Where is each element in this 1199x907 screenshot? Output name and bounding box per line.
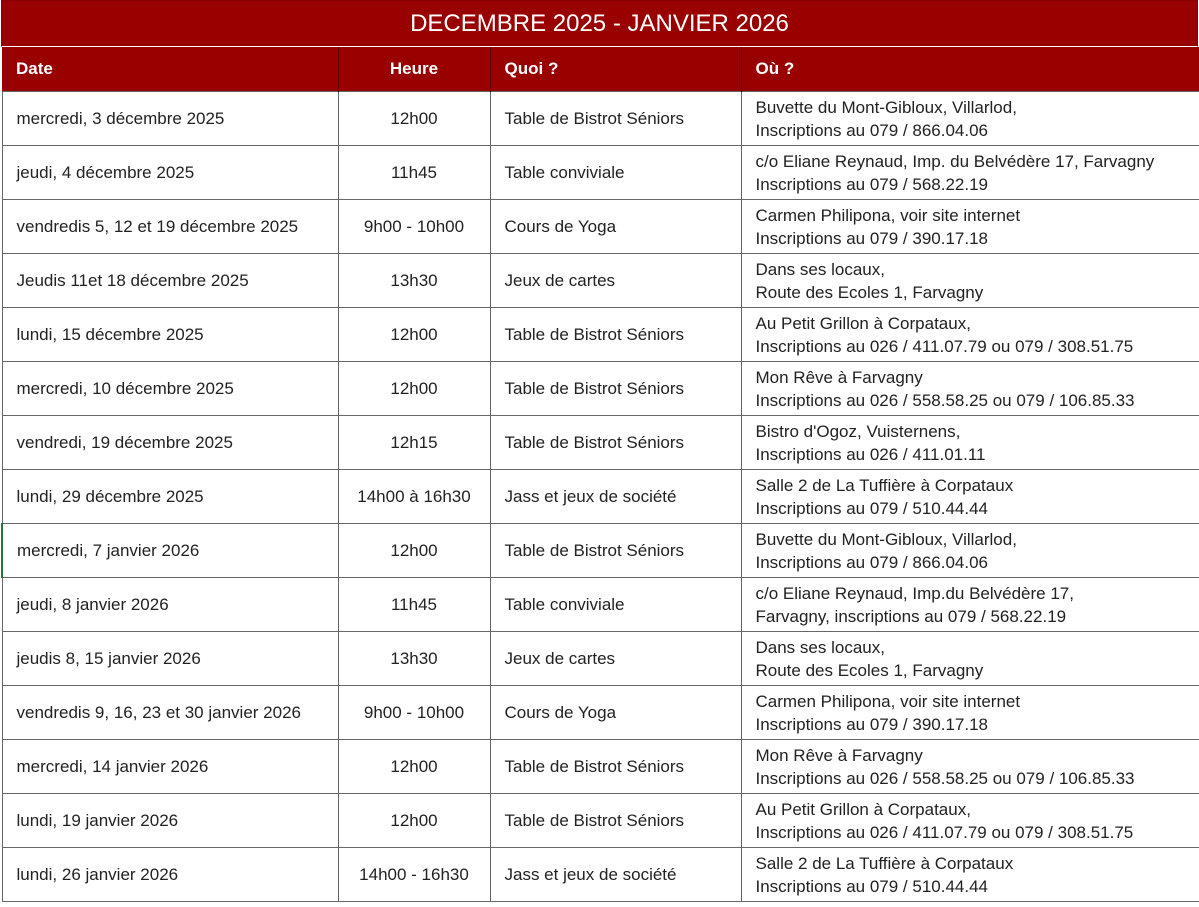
location-line: Inscriptions au 079 / 510.44.44 <box>755 876 988 896</box>
cell-where <box>741 847 1199 901</box>
location-line: Route des Ecoles 1, Farvagny <box>755 282 984 302</box>
cell-time: 12h00 <box>338 361 490 415</box>
location-line: Carmen Philipona, voir site internet <box>755 205 1021 225</box>
cell-where <box>741 253 1199 307</box>
cell-what: Table de Bistrot Séniors <box>490 361 741 415</box>
cell-date: lundi, 15 décembre 2025 <box>2 307 338 361</box>
table-row <box>2 415 1199 469</box>
cell-what: Table de Bistrot Séniors <box>490 739 741 793</box>
cell-what: Jeux de cartes <box>490 631 741 685</box>
location-line: Buvette du Mont-Gibloux, Villarlod, <box>755 97 1017 117</box>
cell-date: vendredis 9, 16, 23 et 30 janvier 2026 <box>2 685 338 739</box>
cell-time: 12h00 <box>338 91 490 145</box>
cell-time: 9h00 - 10h00 <box>338 199 490 253</box>
cell-time: 14h00 - 16h30 <box>338 847 490 901</box>
location-line: Dans ses locaux, <box>755 259 885 279</box>
cell-where <box>741 739 1199 793</box>
table-row <box>2 631 1199 685</box>
location-line: Mon Rêve à Farvagny <box>755 745 923 765</box>
location-line: c/o Eliane Reynaud, Imp.du Belvédère 17, <box>755 583 1074 603</box>
cell-date: vendredi, 19 décembre 2025 <box>2 415 338 469</box>
table-row <box>2 523 1199 577</box>
cell-where <box>741 415 1199 469</box>
cell-date: mercredi, 10 décembre 2025 <box>2 361 338 415</box>
column-header-where: Où ? <box>741 47 1199 91</box>
table-row <box>2 847 1199 901</box>
cell-date: Jeudis 11et 18 décembre 2025 <box>2 253 338 307</box>
location-line: Salle 2 de La Tuffière à Corpataux <box>755 475 1014 495</box>
cell-date: jeudi, 8 janvier 2026 <box>2 577 338 631</box>
location-line: Inscriptions au 079 / 390.17.18 <box>755 228 988 248</box>
cell-what: Table de Bistrot Séniors <box>490 91 741 145</box>
cell-date: lundi, 19 janvier 2026 <box>2 793 338 847</box>
location-line: Inscriptions au 026 / 411.07.79 ou 079 / 308.51.75 <box>755 822 1134 842</box>
location-line: Inscriptions au 026 / 411.01.11 <box>755 444 986 464</box>
cell-time: 13h30 <box>338 631 490 685</box>
cell-time: 13h30 <box>338 253 490 307</box>
location-line: Inscriptions au 079 / 568.22.19 <box>755 174 988 194</box>
cell-time: 12h00 <box>338 307 490 361</box>
cell-date: jeudi, 4 décembre 2025 <box>2 145 338 199</box>
cell-what: Table conviviale <box>490 145 741 199</box>
table-row <box>2 685 1199 739</box>
column-header-what: Quoi ? <box>490 47 741 91</box>
location-line: Au Petit Grillon à Corpataux, <box>755 799 971 819</box>
cell-time: 12h00 <box>338 793 490 847</box>
location-line: Carmen Philipona, voir site internet <box>755 691 1021 711</box>
table-row <box>2 253 1199 307</box>
column-header-time: Heure <box>338 47 490 91</box>
table-row <box>2 739 1199 793</box>
table-row <box>2 145 1199 199</box>
table-header-row <box>2 47 1199 91</box>
location-line: Farvagny, inscriptions au 079 / 568.22.19 <box>755 606 1067 626</box>
cell-what: Jeux de cartes <box>490 253 741 307</box>
cell-what: Table de Bistrot Séniors <box>490 523 741 577</box>
location-line: Inscriptions au 079 / 866.04.06 <box>755 120 988 140</box>
cell-time: 12h00 <box>338 523 490 577</box>
events-schedule <box>1 0 1198 902</box>
cell-date: mercredi, 7 janvier 2026 <box>2 523 338 577</box>
table-row <box>2 307 1199 361</box>
cell-time: 12h00 <box>338 739 490 793</box>
cell-where <box>741 523 1199 577</box>
location-line: c/o Eliane Reynaud, Imp. du Belvédère 17, Farvagny <box>755 151 1155 171</box>
location-line: Bistro d'Ogoz, Vuisternens, <box>755 421 961 441</box>
cell-time: 11h45 <box>338 577 490 631</box>
cell-where <box>741 361 1199 415</box>
location-line: Dans ses locaux, <box>755 637 885 657</box>
cell-date: mercredi, 14 janvier 2026 <box>2 739 338 793</box>
table-row <box>2 469 1199 523</box>
table-row <box>2 199 1199 253</box>
location-line: Inscriptions au 079 / 390.17.18 <box>755 714 988 734</box>
cell-date: jeudis 8, 15 janvier 2026 <box>2 631 338 685</box>
cell-time: 9h00 - 10h00 <box>338 685 490 739</box>
location-line: Au Petit Grillon à Corpataux, <box>755 313 971 333</box>
cell-what: Table de Bistrot Séniors <box>490 793 741 847</box>
cell-where <box>741 631 1199 685</box>
cell-where <box>741 307 1199 361</box>
cell-where <box>741 685 1199 739</box>
location-line: Buvette du Mont-Gibloux, Villarlod, <box>755 529 1017 549</box>
cell-what: Table conviviale <box>490 577 741 631</box>
cell-date: mercredi, 3 décembre 2025 <box>2 91 338 145</box>
table-row <box>2 91 1199 145</box>
cell-what: Table de Bistrot Séniors <box>490 307 741 361</box>
cell-what: Jass et jeux de société <box>490 847 741 901</box>
table-row <box>2 577 1199 631</box>
table-row <box>2 793 1199 847</box>
table-row <box>2 361 1199 415</box>
location-line: Inscriptions au 026 / 558.58.25 ou 079 / 106.85.33 <box>755 768 1135 788</box>
cell-what: Cours de Yoga <box>490 199 741 253</box>
cell-where <box>741 145 1199 199</box>
location-line: Inscriptions au 079 / 510.44.44 <box>755 498 988 518</box>
location-line: Inscriptions au 079 / 866.04.06 <box>755 552 988 572</box>
events-table <box>1 47 1199 902</box>
cell-time: 12h15 <box>338 415 490 469</box>
column-header-date: Date <box>2 47 338 91</box>
cell-where <box>741 469 1199 523</box>
cell-date: lundi, 29 décembre 2025 <box>2 469 338 523</box>
location-line: Salle 2 de La Tuffière à Corpataux <box>755 853 1014 873</box>
location-line: Inscriptions au 026 / 411.07.79 ou 079 / 308.51.75 <box>755 336 1134 356</box>
location-line: Mon Rêve à Farvagny <box>755 367 923 387</box>
cell-time: 14h00 à 16h30 <box>338 469 490 523</box>
cell-time: 11h45 <box>338 145 490 199</box>
schedule-title: DECEMBRE 2025 - JANVIER 2026 <box>1 0 1198 47</box>
location-line: Route des Ecoles 1, Farvagny <box>755 660 984 680</box>
cell-what: Cours de Yoga <box>490 685 741 739</box>
cell-what: Table de Bistrot Séniors <box>490 415 741 469</box>
location-line: Inscriptions au 026 / 558.58.25 ou 079 / 106.85.33 <box>755 390 1135 410</box>
cell-date: vendredis 5, 12 et 19 décembre 2025 <box>2 199 338 253</box>
cell-where <box>741 577 1199 631</box>
cell-what: Jass et jeux de société <box>490 469 741 523</box>
cell-where <box>741 91 1199 145</box>
cell-where <box>741 793 1199 847</box>
table-body <box>2 91 1199 901</box>
cell-date: lundi, 26 janvier 2026 <box>2 847 338 901</box>
cell-where <box>741 199 1199 253</box>
